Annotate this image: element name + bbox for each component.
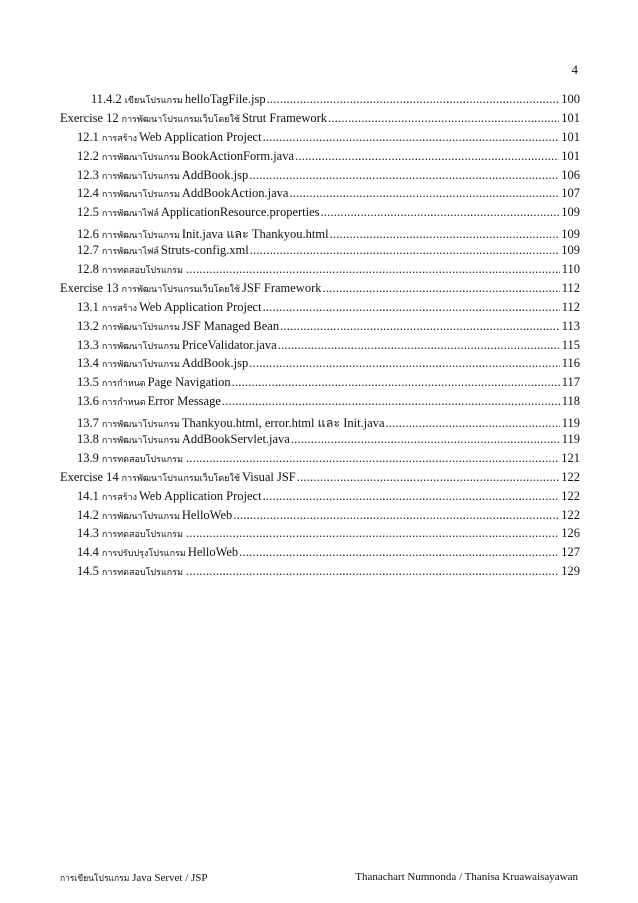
toc-leader-dots (323, 281, 560, 296)
toc-leader-dots (232, 375, 560, 390)
toc-leader-dots (186, 262, 560, 277)
toc-entry-thai: การพัฒนาโปรแกรมเว็บโดยใช้ (121, 113, 240, 124)
toc-entry-thai: การพัฒนาโปรแกรม (101, 151, 180, 162)
toc-entry-number: 13.4 (77, 356, 99, 371)
toc-entry-page: 127 (561, 545, 580, 560)
toc-entry-page: 101 (561, 148, 580, 163)
toc-entry-title: ApplicationResource.properties (160, 205, 320, 220)
toc-entry-thai: การพัฒนาโปรแกรม (101, 170, 180, 181)
toc-entry-title: AddBook.jsp (181, 167, 249, 182)
toc-leader-dots (297, 470, 560, 485)
toc-leader-dots (386, 416, 560, 431)
footer-left-thai: การเขียนโปรแกรม (60, 873, 130, 883)
table-of-contents (60, 92, 580, 583)
toc-leader-dots (186, 451, 559, 466)
toc-entry-page: 129 (561, 564, 580, 579)
toc-entry-page: 109 (561, 243, 580, 258)
toc-entry-title: HelloWeb (181, 507, 233, 522)
toc-entry-title: Strut Framework (241, 110, 328, 125)
toc-entry-title: HelloWeb (187, 545, 239, 560)
toc-entry-number: 12.6 (77, 227, 99, 242)
toc-entry-thai: การกำหนด (101, 397, 146, 408)
toc-entry[interactable] (60, 168, 580, 187)
footer-left (60, 871, 208, 885)
toc-leader-dots (263, 300, 560, 315)
toc-entry-number: 12.7 (77, 243, 99, 258)
toc-entry-page: 119 (561, 432, 580, 447)
toc-entry-title: JSF Framework (241, 280, 322, 295)
toc-entry[interactable] (60, 526, 580, 545)
toc-entry-number: 14.3 (77, 526, 99, 541)
toc-entry[interactable] (60, 451, 580, 470)
toc-entry-page: 122 (561, 469, 580, 484)
toc-entry-thai: การพัฒนาโปรแกรมเว็บโดยใช้ (121, 283, 240, 294)
toc-entry-title: JSF Managed Bean (181, 318, 280, 333)
toc-entry-page: 126 (561, 526, 580, 541)
toc-leader-dots (278, 338, 560, 353)
footer-left-title: Java Servet / JSP (132, 872, 208, 884)
toc-entry-title: Page Navigation (147, 375, 231, 390)
toc-entry-page: 109 (561, 227, 580, 242)
toc-leader-dots (267, 92, 560, 107)
toc-entry-number: Exercise 13 (60, 280, 119, 295)
toc-entry-number: 12.1 (77, 129, 99, 144)
toc-entry-thai: การกำหนด (101, 378, 146, 389)
toc-leader-dots (222, 394, 560, 409)
toc-entry-thai: การพัฒนาโปรแกรม (101, 189, 180, 200)
toc-entry-page: 109 (561, 205, 580, 220)
toc-entry-number: 13.8 (77, 432, 99, 447)
toc-entry[interactable] (60, 564, 580, 583)
toc-leader-dots (186, 526, 559, 541)
toc-entry-number: 13.7 (77, 416, 99, 431)
toc-leader-dots (239, 545, 559, 560)
toc-entry-page: 112 (561, 280, 580, 295)
toc-entry[interactable] (60, 300, 580, 319)
toc-entry-thai: การพัฒนาโปรแกรม (101, 359, 180, 370)
toc-entry-number: 12.4 (77, 186, 99, 201)
toc-entry-page: 116 (561, 356, 580, 371)
toc-entry-thai: การพัฒนาโปรแกรมเว็บโดยใช้ (121, 472, 240, 483)
toc-entry-thai: เขียนโปรแกรม (124, 95, 183, 105)
toc-entry-title: AddBookServlet.java (181, 432, 290, 447)
toc-entry[interactable] (60, 432, 580, 451)
toc-entry-page: 110 (561, 262, 580, 277)
toc-entry-page: 121 (561, 450, 580, 465)
toc-entry-thai: การพัฒนาโปรแกรม (101, 419, 180, 430)
toc-entry-number: 13.1 (77, 299, 99, 314)
toc-entry[interactable] (60, 92, 580, 111)
toc-entry-thai: การสร้าง (101, 132, 137, 143)
toc-entry-thai: การพัฒนาโปรแกรม (101, 510, 180, 521)
toc-entry[interactable] (60, 508, 580, 527)
toc-entry-number: 14.1 (77, 488, 99, 503)
toc-entry-page: 118 (561, 394, 580, 409)
toc-entry-page: 100 (561, 92, 580, 106)
toc-leader-dots (233, 508, 559, 523)
toc-entry-title: AddBook.jsp (181, 356, 249, 371)
toc-entry[interactable] (60, 243, 580, 262)
toc-entry-number: 12.5 (77, 205, 99, 220)
toc-entry-number: 12.2 (77, 148, 99, 163)
toc-leader-dots (328, 111, 559, 126)
toc-entry-title: Init.java และ Thankyou.html (181, 227, 329, 242)
page-footer (60, 871, 578, 885)
toc-entry-number: 13.2 (77, 318, 99, 333)
toc-leader-dots (321, 205, 560, 220)
toc-entry-number: 11.4.2 (91, 92, 122, 106)
toc-entry[interactable] (60, 413, 580, 432)
toc-leader-dots (263, 130, 560, 145)
toc-entry-thai: การพัฒนาโปรแกรม (101, 321, 180, 332)
page-number: 4 (571, 62, 578, 77)
toc-leader-dots (186, 564, 559, 579)
toc-entry-page: 107 (561, 186, 580, 201)
toc-entry-number: 13.6 (77, 394, 99, 409)
toc-entry[interactable] (60, 205, 580, 224)
toc-leader-dots (289, 186, 559, 201)
toc-entry-thai: การพัฒนาโปรแกรม (101, 230, 180, 241)
toc-entry-title: PriceValidator.java (181, 337, 277, 352)
toc-entry[interactable] (60, 149, 580, 168)
toc-entry-number: Exercise 14 (60, 469, 119, 484)
toc-entry[interactable] (60, 224, 580, 243)
toc-entry-page: 117 (561, 375, 580, 390)
toc-entry[interactable] (60, 394, 580, 413)
footer-authors: Thanachart Numnonda / Thanisa Kruawaisayawan (355, 871, 578, 883)
toc-entry-page: 101 (561, 110, 580, 125)
toc-entry-thai: การทดสอบโปรแกรม (101, 567, 183, 578)
toc-entry-title: Web Application Project (139, 299, 262, 314)
toc-entry-number: 14.5 (77, 564, 99, 579)
toc-leader-dots (295, 149, 559, 164)
toc-entry-number: Exercise 12 (60, 110, 119, 125)
toc-entry[interactable] (60, 186, 580, 205)
toc-entry-thai: การพัฒนาไฟล์ (101, 208, 159, 219)
toc-leader-dots (249, 168, 559, 183)
toc-entry-title: helloTagFile.jsp (184, 92, 266, 106)
toc-entry-page: 115 (561, 337, 580, 352)
toc-entry-title: Error Message (147, 394, 221, 409)
toc-entry-thai: การสร้าง (101, 491, 137, 502)
toc-leader-dots (263, 489, 560, 504)
toc-entry[interactable] (60, 489, 580, 508)
toc-leader-dots (249, 356, 559, 371)
toc-entry-title: Web Application Project (139, 129, 262, 144)
toc-entry-thai: การทดสอบโปรแกรม (101, 453, 183, 464)
toc-entry-number: 12.8 (77, 262, 99, 277)
toc-leader-dots (291, 432, 560, 447)
toc-entry-page: 122 (561, 507, 580, 522)
toc-entry[interactable] (60, 111, 580, 130)
toc-entry-title: Web Application Project (139, 488, 262, 503)
toc-leader-dots (250, 243, 560, 258)
toc-leader-dots (330, 227, 560, 242)
toc-leader-dots (280, 319, 560, 334)
toc-entry-thai: การพัฒนาโปรแกรม (101, 340, 180, 351)
toc-entry-page: 119 (561, 416, 580, 431)
toc-entry-thai: การพัฒนาโปรแกรม (101, 435, 180, 446)
toc-entry-thai: การทดสอบโปรแกรม (101, 529, 183, 540)
toc-entry[interactable] (60, 545, 580, 564)
toc-entry[interactable] (60, 338, 580, 357)
toc-entry-thai: การทดสอบโปรแกรม (101, 265, 183, 276)
toc-entry-number: 14.4 (77, 545, 99, 560)
toc-entry-title: Struts-config.xml (160, 243, 249, 258)
toc-entry-page: 113 (561, 318, 580, 333)
toc-entry-number: 13.5 (77, 375, 99, 390)
toc-entry[interactable] (60, 375, 580, 394)
toc-entry-number: 13.3 (77, 337, 99, 352)
toc-entry[interactable] (60, 262, 580, 281)
toc-entry-thai: การปรับปรุงโปรแกรม (101, 548, 186, 559)
toc-entry[interactable] (60, 319, 580, 338)
toc-entry[interactable] (60, 281, 580, 300)
toc-entry[interactable] (60, 470, 580, 489)
toc-entry-number: 13.9 (77, 450, 99, 465)
toc-entry-title: Visual JSF (241, 469, 296, 484)
toc-entry-title: Thankyou.html, error.html และ Init.java (181, 416, 385, 431)
toc-entry-title: BookActionForm.java (181, 148, 295, 163)
toc-entry-page: 106 (561, 167, 580, 182)
toc-entry-number: 14.2 (77, 507, 99, 522)
toc-entry-page: 122 (561, 488, 580, 503)
toc-entry-thai: การสร้าง (101, 302, 137, 313)
toc-entry[interactable] (60, 356, 580, 375)
toc-entry-title: AddBookAction.java (181, 186, 289, 201)
toc-entry-number: 12.3 (77, 167, 99, 182)
toc-entry-page: 112 (561, 299, 580, 314)
toc-entry-page: 101 (561, 129, 580, 144)
toc-entry-thai: การพัฒนาไฟล์ (101, 246, 159, 257)
toc-entry[interactable] (60, 130, 580, 149)
